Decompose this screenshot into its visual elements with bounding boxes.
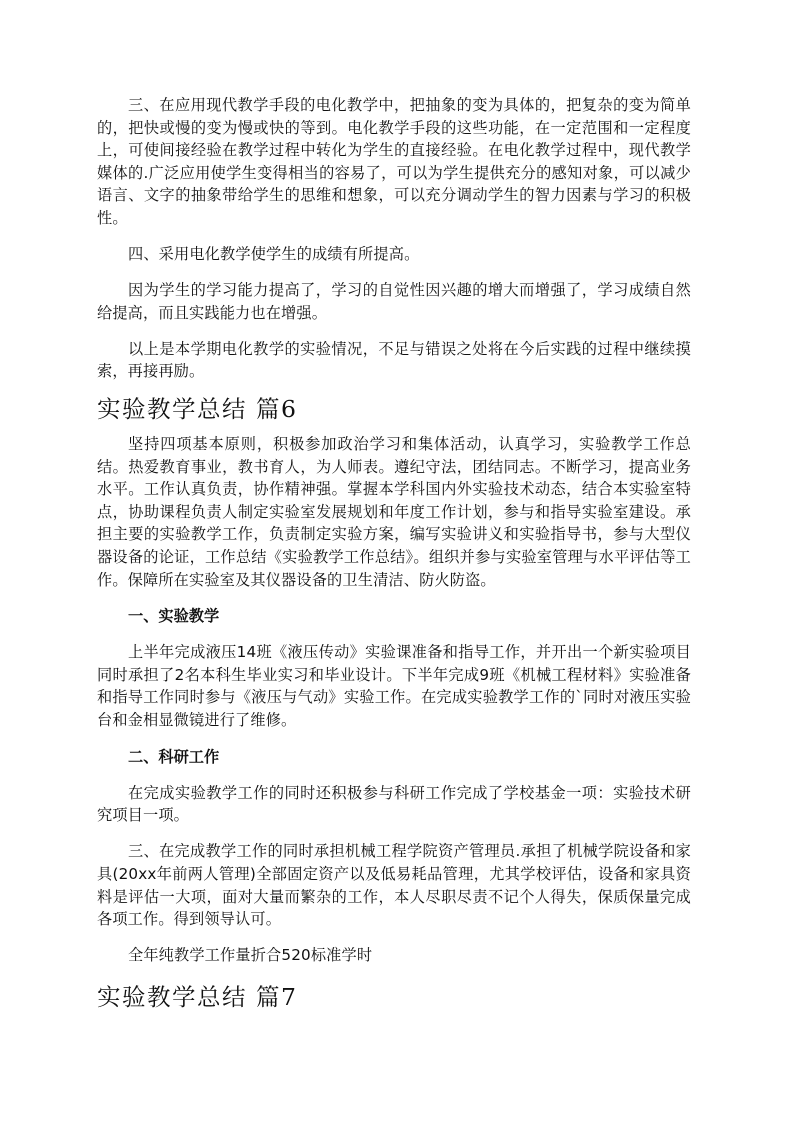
section-heading-6: 实验教学总结 篇6 (97, 395, 298, 424)
paragraph-workload: 全年纯教学工作量折合520标准学时 (128, 946, 373, 965)
paragraph-section6-intro: 坚持四项基本原则，积极参加政治学习和集体活动，认真学习，实验教学工作总结。热爱教育事业，教书育人，为人师表。遵纪守法，团结同志。不断学习，提高业务水平。工作认真负责，协作精神强。掌握本学科国内外实验技术动态，结合本实验室特点，协助课程负责人制定实验室发展规划和年度工作计划，参与和指导实验室建设。承担主要的实验教学工作，负责制定实验方案，编写实验讲义和实验指导书，参与大型仪器设备的论证，工作总结《实验教学工作总结》。组织并参与实验室管理与水平评估等工作。保障所在实验室及其仪器设备的卫生清洁、防火防盗。 (97, 435, 691, 589)
section-heading-7: 实验教学总结 篇7 (97, 982, 298, 1011)
paragraph-conclusion: 以上是本学期电化教学的实验情况，不足与错误之处将在今后实践的过程中继续摸索，再接再励。 (97, 339, 691, 381)
paragraph-electronic-teaching-3: 三、在应用现代教学手段的电化教学中，把抽象的变为具体的，把复杂的变为简单的，把快或慢的变为慢或快的等到。电化教学手段的这些功能，在一定范围和一定程度上，可使间接经验在教学过程中转化为学生的直接经验。在电化教学过程中，现代教学媒体的.广泛应用使学生变得相当的容易了，可以为学生提供充分的感知对象，可以减少语言、文字的抽象带给学生的思维和想象，可以充分调动学生的智力因素与学习的积极性。 (97, 96, 691, 227)
paragraph-electronic-teaching-4: 四、采用电化教学使学生的成绩有所提高。 (128, 245, 420, 264)
paragraph-research-work: 在完成实验教学工作的同时还积极参与科研工作完成了学校基金一项：实验技术研究项目一项。 (97, 783, 691, 825)
paragraph-lab-teaching: 上半年完成液压14班《液压传动》实验课准备和指导工作，并开出一个新实验项目同时承担了2名本科生毕业实习和毕业设计。下半年完成9班《机械工程材料》实验准备和指导工作同时参与《液压与气动》实验工作。在完成实验教学工作的`同时对液压实验台和金相显微镜进行了维修。 (97, 643, 691, 730)
paragraph-learning-improvement: 因为学生的学习能力提高了，学习的自觉性因兴趣的增大而增强了，学习成绩自然给提高，而且实践能力也在增强。 (97, 281, 691, 322)
paragraph-asset-management: 三、在完成教学工作的同时承担机械工程学院资产管理员.承担了机械学院设备和家具(20xx年前两人管理)全部固定资产以及低易耗品管理，尤其学校评估，设备和家具资料是评估一大项，面对大量而繁杂的工作，本人尽职尽责不记个人得失，保质保量完成各项工作。得到领导认可。 (97, 842, 691, 929)
subheading-lab-teaching: 一、实验教学 (128, 607, 220, 626)
document-page (97, 94, 691, 1013)
subheading-research-work: 二、科研工作 (128, 747, 220, 766)
